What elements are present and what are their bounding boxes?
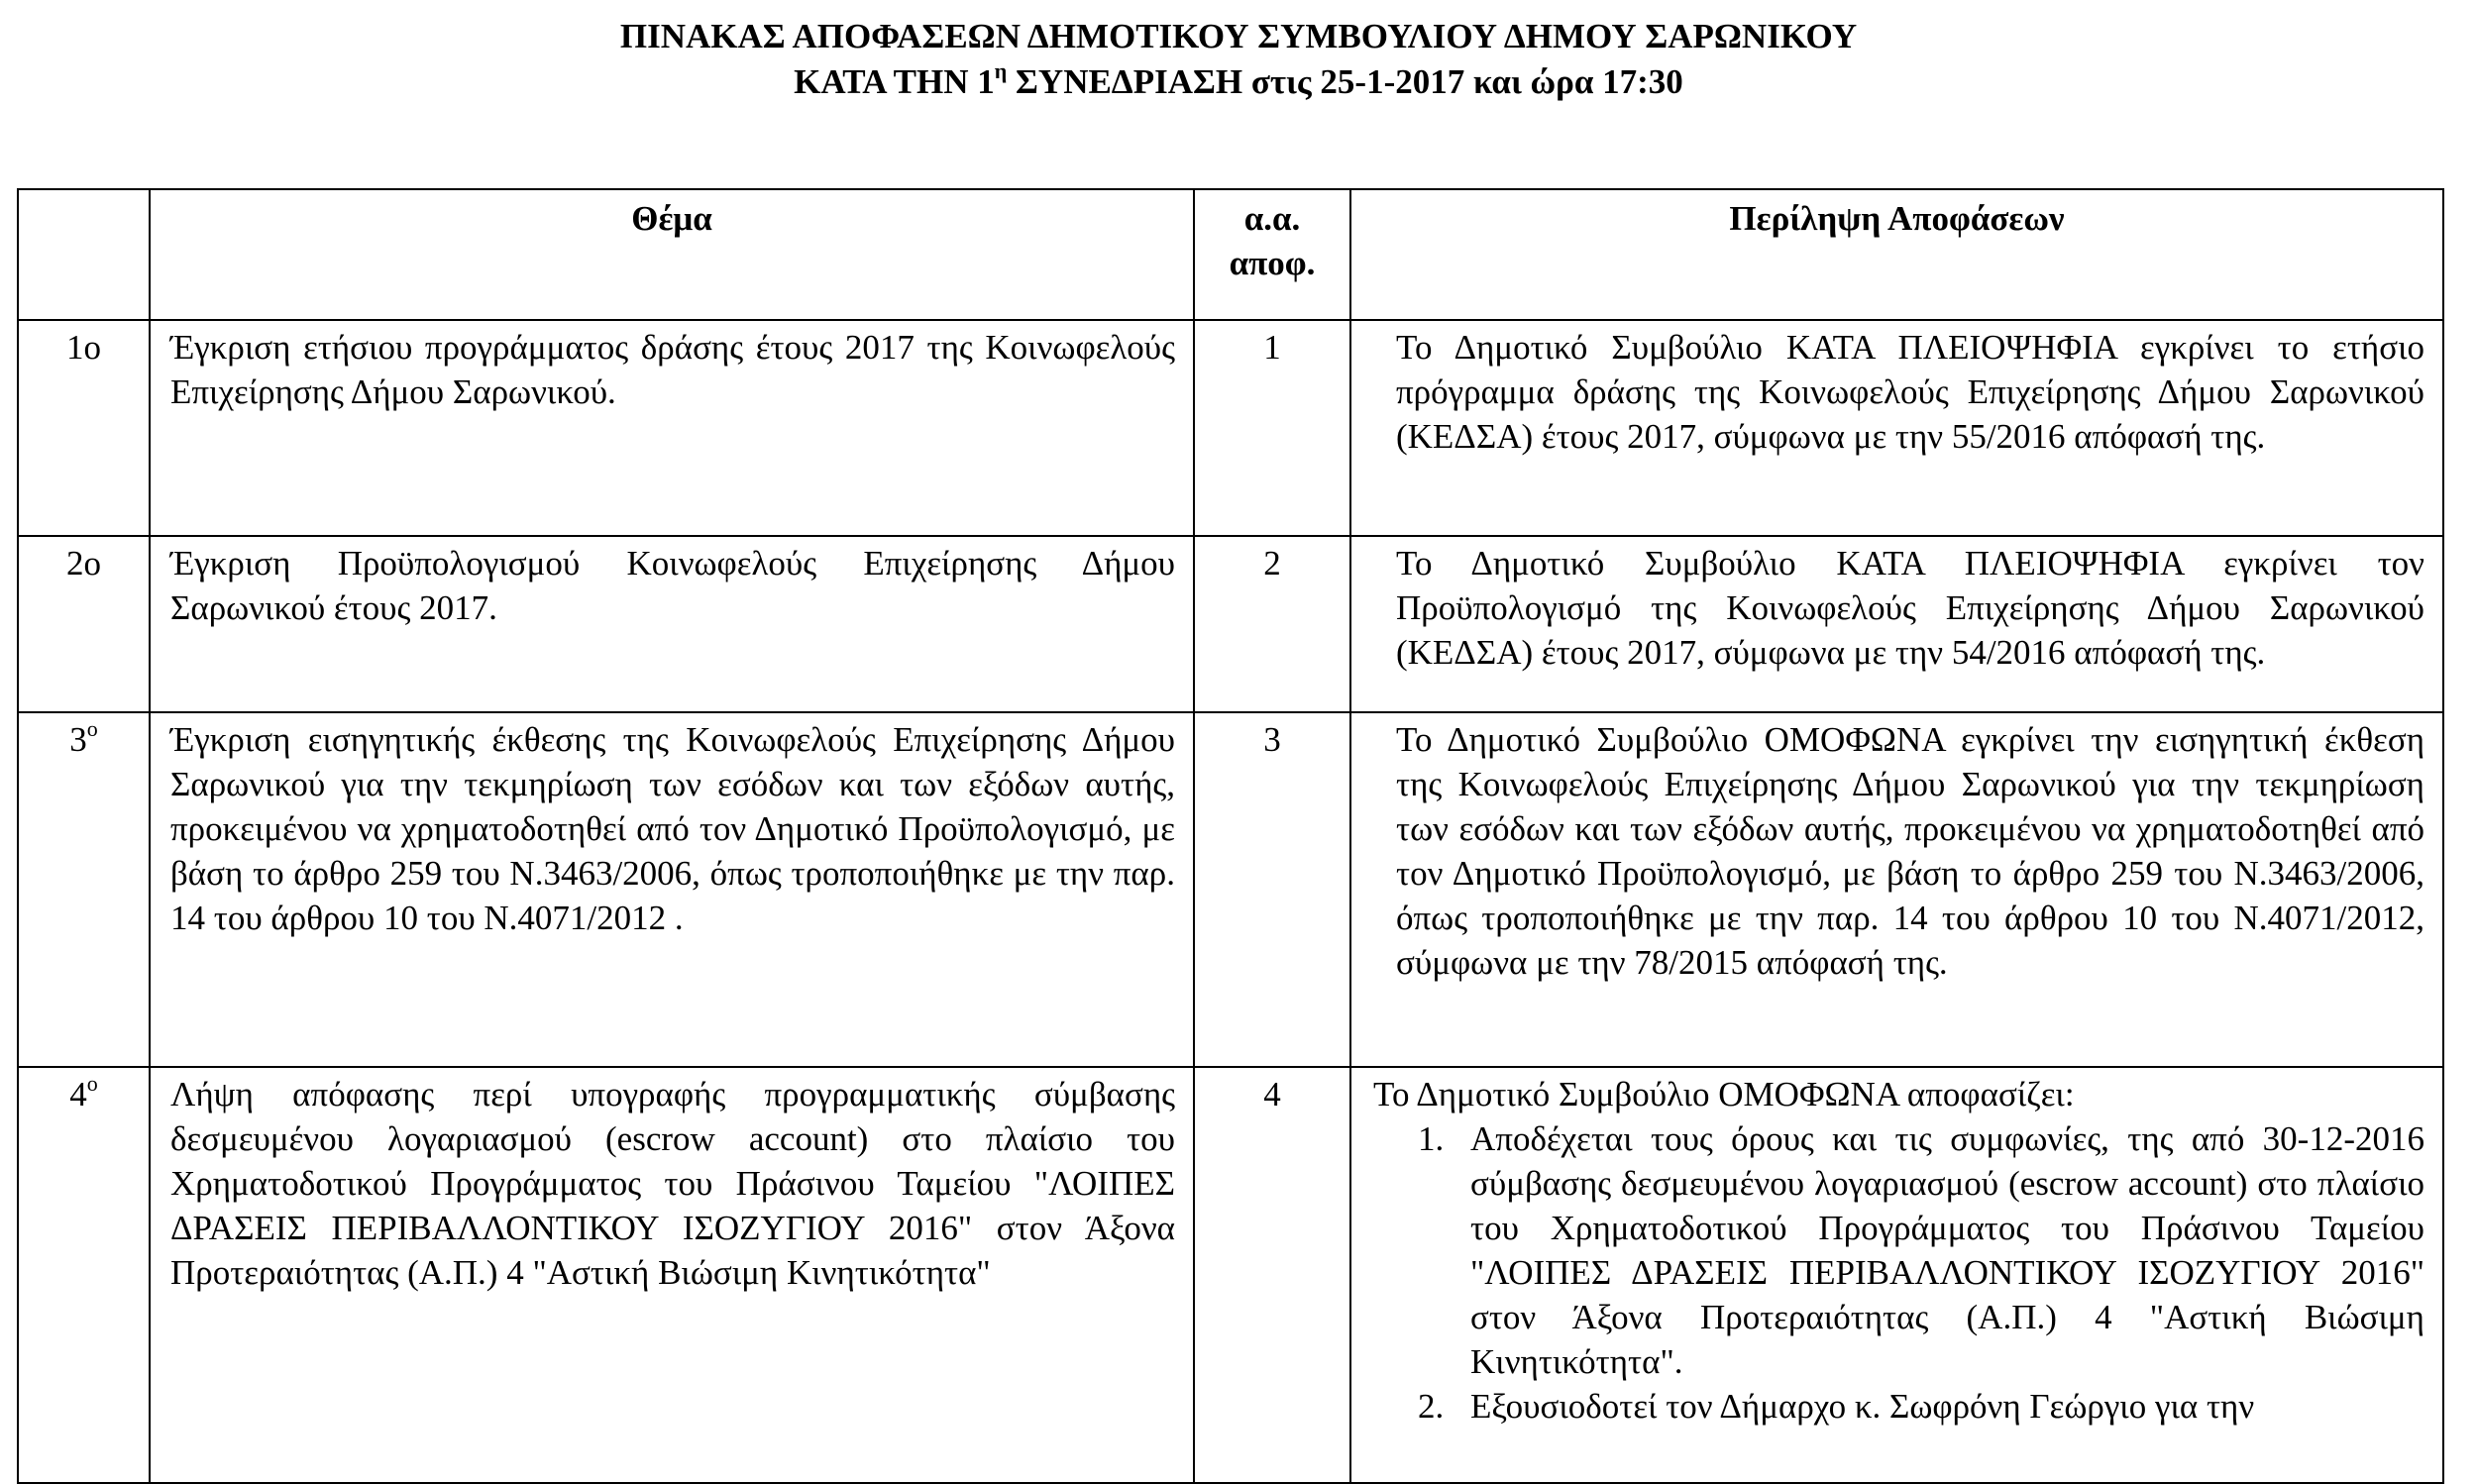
subtitle-ordinal-sup: η: [994, 58, 1008, 84]
summary-list: [1373, 1116, 2424, 1429]
table-row: [18, 320, 2443, 536]
decisions-table: [17, 188, 2444, 1484]
header-summary: Περίληψη Αποφάσεων: [1350, 189, 2443, 320]
table-row: [18, 712, 2443, 1067]
row-number-text: 3: [69, 720, 87, 759]
row-decision-number: 4: [1194, 1067, 1350, 1483]
table-row: [18, 536, 2443, 712]
row-decision-number: 1: [1194, 320, 1350, 536]
row-number: [18, 536, 150, 712]
subtitle-pre: ΚΑΤΑ ΤΗΝ 1: [794, 62, 995, 101]
row-number: [18, 1067, 150, 1483]
table-header-row: [18, 189, 2443, 320]
document-subtitle: [0, 59, 2477, 105]
row-summary: Το Δημοτικό Συμβούλιο ΟΜΟΦΩΝΑ εγκρίνει την εισηγητική έκθεση της Κοινωφελούς Επιχείρησης Δήμου Σαρωνικού για την τεκμηρίωση των εσόδων και των εξόδων αυτής, προκειμένου να χρηματοδοτηθεί από τον Δημοτικό Προϋπολογισμό, με βάση το άρθρο 259 του Ν.3463/2006, όπως τροποποιήθηκε με την παρ. 14 του άρθρου 10 του Ν.4071/2012, σύμφωνα με την 78/2015 απόφασή της.: [1350, 712, 2443, 1067]
header-subject: Θέμα: [150, 189, 1194, 320]
header-number: [18, 189, 150, 320]
row-subject: Λήψη απόφασης περί υπογραφής προγραμματικής σύμβασης δεσμευμένου λογαριασμού (escrow account) στο πλαίσιο του Χρηματοδοτικού Προγράμματος του Πράσινου Ταμείου "ΛΟΙΠΕΣ ΔΡΑΣΕΙΣ ΠΕΡΙΒΑΛΛΟΝΤΙΚΟΥ ΙΣΟΖΥΓΙΟΥ 2016" στον Άξονα Προτεραιότητας (Α.Π.) 4 "Αστική Βιώσιμη Κινητικότητα": [150, 1067, 1194, 1483]
row-summary: Το Δημοτικό Συμβούλιο ΚΑΤΑ ΠΛΕΙΟΨΗΦΙΑ εγκρίνει τον Προϋπολογισμό της Κοινωφελούς Επιχείρησης Δήμου Σαρωνικού (ΚΕΔΣΑ) έτους 2017, σύμφωνα με την 54/2016 απόφασή της.: [1350, 536, 2443, 712]
list-item: 2. Εξουσιοδοτεί τον Δήμαρχο κ. Σωφρόνη Γεώργιο για την: [1453, 1384, 2424, 1429]
row-subject: Έγκριση ετήσιου προγράμματος δράσης έτους 2017 της Κοινωφελούς Επιχείρησης Δήμου Σαρωνικού.: [150, 320, 1194, 536]
row-subject: Έγκριση εισηγητικής έκθεσης της Κοινωφελούς Επιχείρησης Δήμου Σαρωνικού για την τεκμηρίωση των εσόδων και των εξόδων αυτής, προκειμένου να χρηματοδοτηθεί από τον Δημοτικό Προϋπολογισμό, με βάση το άρθρο 259 του Ν.3463/2006, όπως τροποποιήθηκε με την παρ. 14 του άρθρου 10 του Ν.4071/2012 .: [150, 712, 1194, 1067]
row-number-sup: ο: [86, 716, 98, 742]
row-number-text: 4: [69, 1075, 87, 1113]
row-number: [18, 320, 150, 536]
row-summary: [1350, 1067, 2443, 1483]
row-number-text: 2ο: [66, 544, 101, 583]
list-item: 1. Αποδέχεται τους όρους και τις συμφωνίες, της από 30-12-2016 σύμβασης δεσμευμένου λογαριασμού (escrow account) στο πλαίσιο του Χρηματοδοτικού Προγράμματος του Πράσινου Ταμείου "ΛΟΙΠΕΣ ΔΡΑΣΕΙΣ ΠΕΡΙΒΑΛΛΟΝΤΙΚΟΥ ΙΣΟΖΥΓΙΟΥ 2016" στον Άξονα Προτεραιότητας (Α.Π.) 4 "Αστική Βιώσιμη Κινητικότητα".: [1453, 1116, 2424, 1384]
row-decision-number: 3: [1194, 712, 1350, 1067]
header-aa-line1: α.α.: [1243, 199, 1301, 238]
row-decision-number: 2: [1194, 536, 1350, 712]
header-aa-line2: αποφ.: [1229, 244, 1316, 282]
row-summary: Το Δημοτικό Συμβούλιο ΚΑΤΑ ΠΛΕΙΟΨΗΦΙΑ εγκρίνει το ετήσιο πρόγραμμα δράσης της Κοινωφελούς Επιχείρησης Δήμου Σαρωνικού (ΚΕΔΣΑ) έτους 2017, σύμφωνα με την 55/2016 απόφασή της.: [1350, 320, 2443, 536]
row-number-sup: ο: [86, 1071, 98, 1097]
document-title: ΠΙΝΑΚΑΣ ΑΠΟΦΑΣΕΩΝ ΔΗΜΟΤΙΚΟΥ ΣΥΜΒΟΥΛΙΟΥ ΔΗΜΟΥ ΣΑΡΩΝΙΚΟΥ: [619, 17, 1858, 55]
subtitle-post: ΣΥΝΕΔΡΙΑΣΗ στις 25-1-2017 και ώρα 17:30: [1007, 62, 1683, 101]
table-row: [18, 1067, 2443, 1483]
row-number-text: 1ο: [66, 328, 101, 367]
summary-intro: Το Δημοτικό Συμβούλιο ΟΜΟΦΩΝΑ αποφασίζει:: [1373, 1075, 2075, 1113]
row-subject: Έγκριση Προϋπολογισμού Κοινωφελούς Επιχείρησης Δήμου Σαρωνικού έτους 2017.: [150, 536, 1194, 712]
header-decision-number: [1194, 189, 1350, 320]
row-number: [18, 712, 150, 1067]
